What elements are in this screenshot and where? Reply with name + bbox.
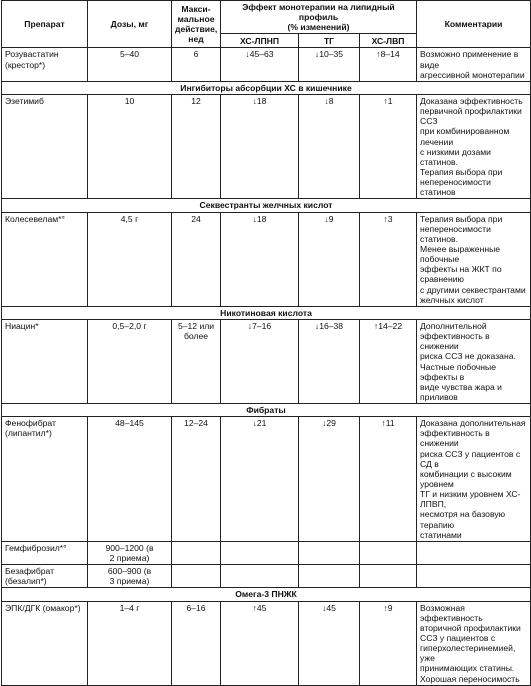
- comment-cell: Терапия выбора при непереносимости статинов. Менее выраженные побочные эффекты на ЖКТ по сравнению с другими секвестрантами желчных кислот: [417, 212, 531, 306]
- hdl-cell: [360, 541, 417, 564]
- header-ldl: ХС-ЛПНП: [221, 34, 299, 48]
- max-action-cell: 24: [172, 212, 221, 306]
- tg-cell: ↓8: [299, 94, 360, 198]
- max-action-cell: 5–12 или более: [172, 319, 221, 403]
- tg-cell: ↓45: [299, 601, 360, 685]
- comment-cell: [417, 565, 531, 588]
- ldl-cell: [221, 541, 299, 564]
- comment-cell: Дополнительной эффективность в снижении риска ССЗ не доказана. Частные побочные эффекты в виде чувства жара и приливов: [417, 319, 531, 403]
- hdl-cell: [360, 565, 417, 588]
- dose-cell: 4,5 г: [88, 212, 172, 306]
- tg-cell: ↓29: [299, 417, 360, 542]
- hdl-cell: ↑8–14: [360, 48, 417, 81]
- section-title: Фибраты: [2, 404, 531, 417]
- max-action-cell: 12–24: [172, 417, 221, 542]
- ldl-cell: ↓45–63: [221, 48, 299, 81]
- tg-cell: ↓9: [299, 212, 360, 306]
- comment-cell: Доказана эффективность первичной профилактики ССЗ при комбинированном лечении с низкими дозами статинов. Терапия выбора при непереносимости статинов: [417, 94, 531, 198]
- drug-cell: Эзетимиб: [2, 94, 88, 198]
- section-row: [2, 199, 531, 212]
- tg-cell: [299, 541, 360, 564]
- ldl-cell: ↓18: [221, 212, 299, 306]
- table-row: [2, 212, 531, 306]
- hdl-cell: ↑3: [360, 212, 417, 306]
- max-action-cell: 12: [172, 94, 221, 198]
- section-title: Секвестранты желчных кислот: [2, 199, 531, 212]
- dose-cell: 10: [88, 94, 172, 198]
- comment-cell: Доказана дополнительная эффективность в снижении риска ССЗ у пациентов с СД в комбинации с высоким уровнем ТГ и низким уровнем ХС-ЛПВП, несмотря на базовую терапию статинами: [417, 417, 531, 542]
- tg-cell: [299, 565, 360, 588]
- drug-cell: Ниацин*: [2, 319, 88, 403]
- header-doses: Дозы, мг: [88, 1, 172, 48]
- tg-cell: ↓10–35: [299, 48, 360, 81]
- drug-cell: Колесевелам*°: [2, 212, 88, 306]
- table-row: [2, 541, 531, 564]
- table-row: [2, 601, 531, 685]
- table-body: [2, 48, 531, 685]
- comment-cell: [417, 541, 531, 564]
- header-tg: ТГ: [299, 34, 360, 48]
- section-row: [2, 306, 531, 319]
- table-row: [2, 417, 531, 542]
- header-effect-group: Эффект монотерапии на липидный профиль (% изменений): [221, 1, 417, 34]
- hdl-cell: ↑14–22: [360, 319, 417, 403]
- drug-cell: Розувастатин (крестор*): [2, 48, 88, 81]
- tg-cell: ↓16–38: [299, 319, 360, 403]
- section-title: Ингибиторы абсорбции ХС в кишечнике: [2, 81, 531, 94]
- section-row: [2, 404, 531, 417]
- table-row: [2, 48, 531, 81]
- ldl-cell: ↑45: [221, 601, 299, 685]
- drug-cell: Гемфиброзил*°: [2, 541, 88, 564]
- max-action-cell: 6: [172, 48, 221, 81]
- section-row: [2, 588, 531, 601]
- ldl-cell: ↓18: [221, 94, 299, 198]
- ldl-cell: ↓7–16: [221, 319, 299, 403]
- max-action-cell: [172, 565, 221, 588]
- dose-cell: 48–145: [88, 417, 172, 542]
- table-row: [2, 565, 531, 588]
- dose-cell: 1–4 г: [88, 601, 172, 685]
- drug-cell: ЭПК/ДГК (омакор*): [2, 601, 88, 685]
- max-action-cell: 6–16: [172, 601, 221, 685]
- dose-cell: 900–1200 (в 2 приема): [88, 541, 172, 564]
- ldl-cell: [221, 565, 299, 588]
- dose-cell: 600–900 (в 3 приема): [88, 565, 172, 588]
- section-title: Омега-3 ПНЖК: [2, 588, 531, 601]
- section-row: [2, 81, 531, 94]
- dose-cell: 0,5–2,0 г: [88, 319, 172, 403]
- drug-cell: Фенофибрат (липантил*): [2, 417, 88, 542]
- comment-cell: Возможно применение в виде агрессивной монотерапии: [417, 48, 531, 81]
- header-hdl: ХС-ЛВП: [360, 34, 417, 48]
- hdl-cell: ↑9: [360, 601, 417, 685]
- header-drug: Препарат: [2, 1, 88, 48]
- drug-cell: Безафибрат (безалип*): [2, 565, 88, 588]
- section-title: Никотиновая кислота: [2, 306, 531, 319]
- hdl-cell: ↑11: [360, 417, 417, 542]
- hdl-cell: ↑1: [360, 94, 417, 198]
- lipid-therapy-table: [1, 0, 531, 686]
- ldl-cell: ↓21: [221, 417, 299, 542]
- table-row: [2, 319, 531, 403]
- header-comments: Комментарии: [417, 1, 531, 48]
- dose-cell: 5–40: [88, 48, 172, 81]
- comment-cell: Возможная эффективность вторичной профилактики ССЗ у пациентов с гиперхолестеринемией, уже принимающих статины. Хорошая переносимость: [417, 601, 531, 685]
- table-row: [2, 94, 531, 198]
- max-action-cell: [172, 541, 221, 564]
- header-max-action: Макси- мальное действие, нед: [172, 1, 221, 48]
